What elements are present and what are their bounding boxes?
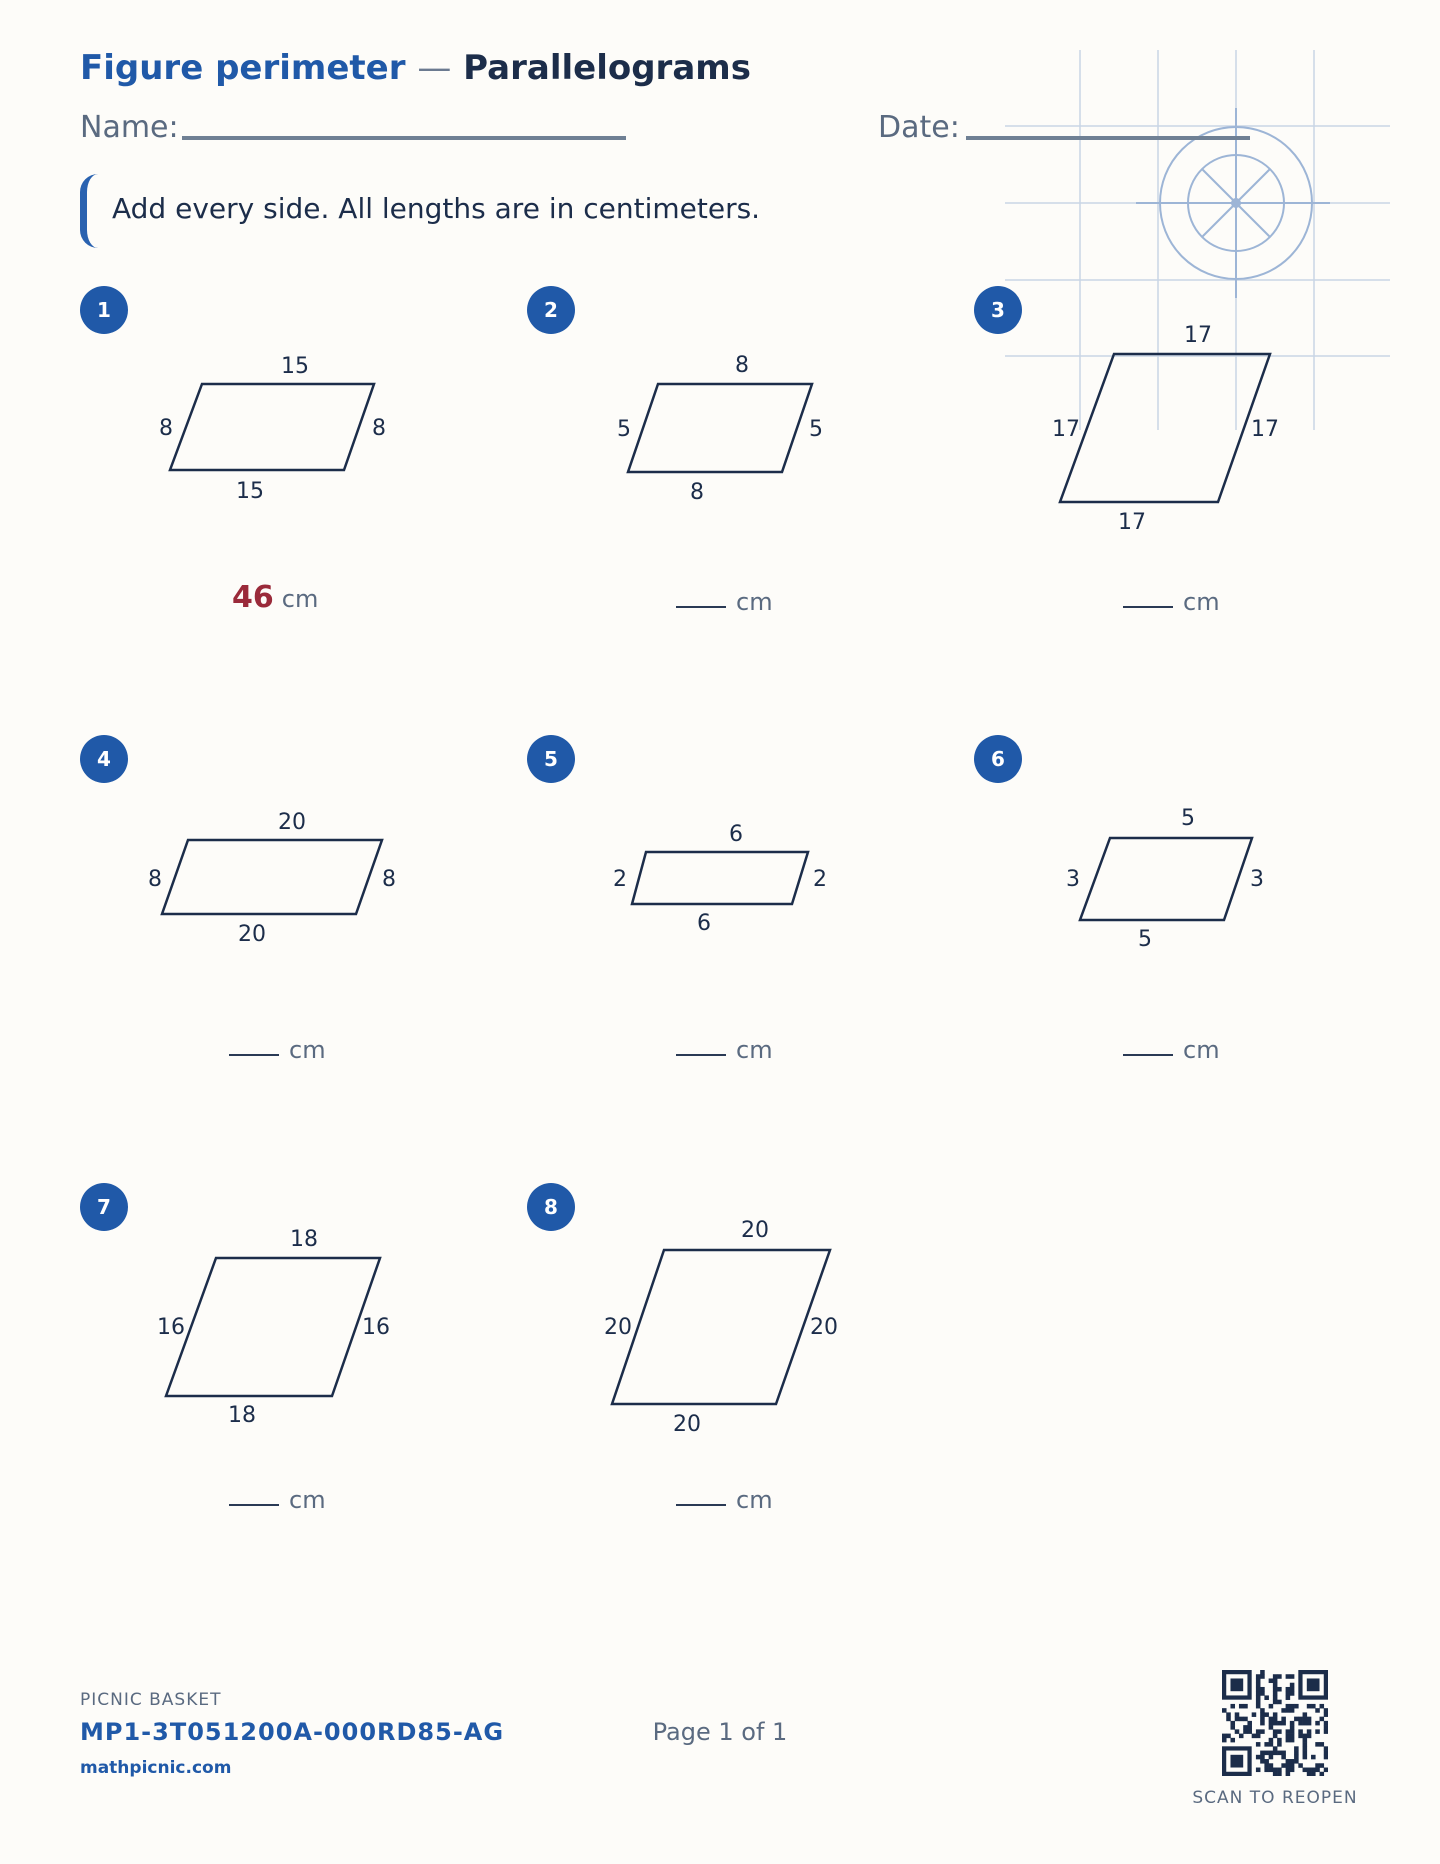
answer-field[interactable] bbox=[229, 1036, 326, 1064]
parallelogram-3 bbox=[1060, 354, 1270, 502]
side-label-left: 8 bbox=[159, 416, 173, 441]
problem-number-badge: 2 bbox=[527, 286, 575, 334]
answer-unit: cm bbox=[289, 1036, 326, 1064]
answer-field[interactable] bbox=[676, 1486, 773, 1514]
answer-blank[interactable] bbox=[1123, 1054, 1173, 1056]
answer-blank[interactable] bbox=[676, 1504, 726, 1506]
title-separator: — bbox=[417, 48, 452, 88]
problem-number-badge: 8 bbox=[527, 1183, 575, 1231]
parallelogram-8 bbox=[612, 1250, 830, 1404]
footer-brand: PICNIC BASKET bbox=[80, 1690, 222, 1710]
side-label-left: 8 bbox=[148, 867, 162, 892]
side-label-right: 8 bbox=[382, 867, 396, 892]
problem-number-badge: 3 bbox=[974, 286, 1022, 334]
side-label-top: 20 bbox=[278, 810, 306, 835]
side-label-bottom: 17 bbox=[1118, 510, 1146, 535]
parallelogram-4 bbox=[162, 840, 382, 914]
side-label-top: 17 bbox=[1184, 323, 1212, 348]
answer-field[interactable] bbox=[1123, 588, 1220, 616]
side-label-top: 18 bbox=[290, 1227, 318, 1252]
side-label-top: 5 bbox=[1181, 806, 1195, 831]
side-label-top: 8 bbox=[735, 353, 749, 378]
answer-field[interactable] bbox=[676, 1036, 773, 1064]
title-sub: Parallelograms bbox=[463, 48, 751, 88]
side-label-bottom: 15 bbox=[236, 479, 264, 504]
side-label-right: 3 bbox=[1250, 867, 1264, 892]
side-label-bottom: 20 bbox=[673, 1412, 701, 1437]
answer-blank[interactable] bbox=[229, 1504, 279, 1506]
answer-field[interactable] bbox=[676, 588, 773, 616]
side-label-top: 20 bbox=[741, 1218, 769, 1243]
parallelogram-7 bbox=[166, 1258, 380, 1396]
parallelogram-5 bbox=[632, 852, 808, 904]
parallelogram-2 bbox=[628, 384, 812, 472]
side-label-left: 2 bbox=[613, 867, 627, 892]
side-label-left: 17 bbox=[1052, 417, 1080, 442]
answer-blank[interactable] bbox=[676, 606, 726, 608]
side-label-right: 2 bbox=[813, 867, 827, 892]
answer-blank[interactable] bbox=[229, 1054, 279, 1056]
problem-number-badge: 6 bbox=[974, 735, 1022, 783]
side-label-bottom: 20 bbox=[238, 922, 266, 947]
answer-blank[interactable] bbox=[1123, 606, 1173, 608]
side-label-bottom: 5 bbox=[1138, 927, 1152, 952]
parallelogram-6 bbox=[1080, 838, 1252, 920]
answer-unit: cm bbox=[736, 588, 773, 616]
answer-value: 46 bbox=[232, 580, 274, 615]
answer-field[interactable] bbox=[232, 580, 318, 615]
title-main: Figure perimeter bbox=[80, 48, 406, 88]
answer-unit: cm bbox=[281, 585, 319, 613]
problem-number-badge: 1 bbox=[80, 286, 128, 334]
qr-caption: SCAN TO REOPEN bbox=[1192, 1788, 1358, 1808]
side-label-right: 8 bbox=[372, 416, 386, 441]
instruction-text: Add every side. All lengths are in centimeters. bbox=[112, 192, 761, 225]
answer-unit: cm bbox=[289, 1486, 326, 1514]
worksheet-code: MP1-3T051200A-000RD85-AG bbox=[80, 1718, 505, 1746]
answer-unit: cm bbox=[736, 1036, 773, 1064]
name-label: Name: bbox=[80, 110, 179, 145]
problem-number-badge: 5 bbox=[527, 735, 575, 783]
page-indicator: Page 1 of 1 bbox=[652, 1718, 788, 1746]
answer-unit: cm bbox=[1183, 1036, 1220, 1064]
side-label-right: 5 bbox=[809, 417, 823, 442]
problem-number-badge: 4 bbox=[80, 735, 128, 783]
answer-unit: cm bbox=[736, 1486, 773, 1514]
side-label-right: 16 bbox=[362, 1315, 390, 1340]
side-label-left: 3 bbox=[1066, 867, 1080, 892]
side-label-left: 20 bbox=[604, 1315, 632, 1340]
answer-field[interactable] bbox=[1123, 1036, 1220, 1064]
side-label-left: 16 bbox=[157, 1315, 185, 1340]
side-label-top: 6 bbox=[729, 822, 743, 847]
side-label-right: 20 bbox=[810, 1315, 838, 1340]
side-label-bottom: 8 bbox=[690, 480, 704, 505]
side-label-left: 5 bbox=[617, 417, 631, 442]
side-label-bottom: 18 bbox=[228, 1403, 256, 1428]
answer-field[interactable] bbox=[229, 1486, 326, 1514]
footer-link[interactable]: mathpicnic.com bbox=[80, 1758, 232, 1778]
answer-unit: cm bbox=[1183, 588, 1220, 616]
date-label: Date: bbox=[878, 110, 960, 145]
answer-blank[interactable] bbox=[676, 1054, 726, 1056]
parallelogram-1 bbox=[170, 384, 374, 470]
side-label-right: 17 bbox=[1251, 417, 1279, 442]
problem-number-badge: 7 bbox=[80, 1183, 128, 1231]
side-label-bottom: 6 bbox=[697, 911, 711, 936]
side-label-top: 15 bbox=[281, 354, 309, 379]
qr-code-icon[interactable] bbox=[1222, 1670, 1328, 1776]
